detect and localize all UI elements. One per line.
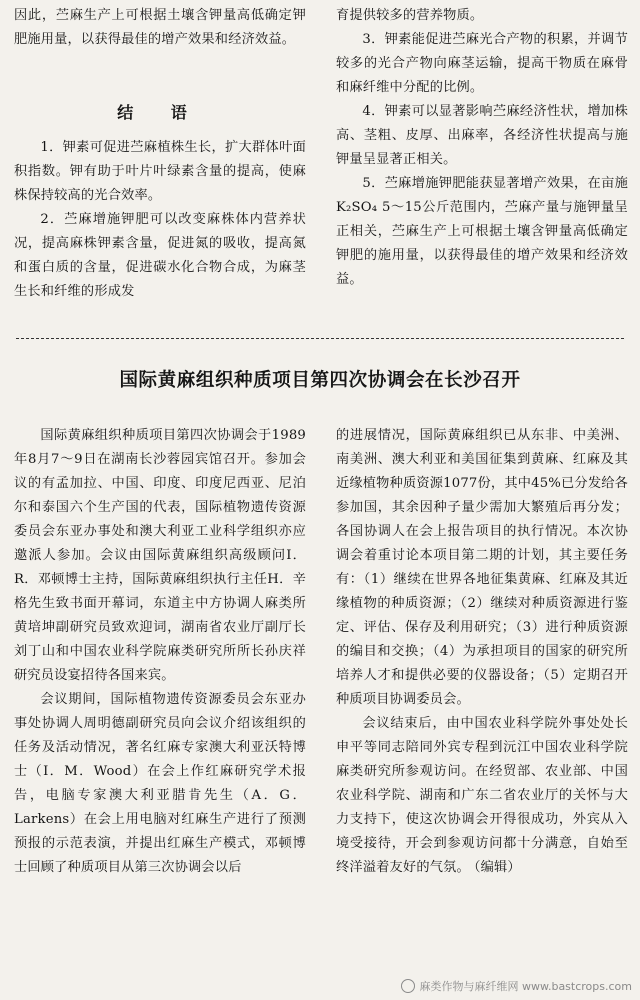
conclusion-item-2: 2．苎麻增施钾肥可以改变麻株体内营养状况，提高麻株钾素含量，促进氮的吸收，提高氮和蛋白质的含量，促进碳水化合物合成，为麻茎生长和纤维的形成发: [14, 212, 306, 299]
article-title: 国际黄麻组织种质项目第四次协调会在长沙召开: [119, 370, 521, 391]
watermark-text: 麻类作物与麻纤维网 www.bastcrops.com: [419, 980, 632, 993]
section-divider: [16, 338, 624, 339]
editor-mark: （编辑）: [473, 860, 521, 875]
conclusion-item-4: 4．钾素可以显著影响苎麻经济性状，增加株高、茎粗、皮厚、出麻率，各经济性状提高与施钾量呈显著正相关。: [336, 104, 628, 167]
article-right-column: [336, 424, 628, 880]
article-paragraph-2-continued: 的进展情况，国际黄麻组织已从东非、中美洲、南美洲、澳大利亚和美国征集到黄麻、红麻及其近缘植物种质资源1077份，其中45%已分发给各参加国，其余因种子量少需加大繁殖后再分发；各国协调人在会上报告项目的执行情况。本次协调会着重讨论本项目第二期的计划，其主要任务有：（1）继续在世界各地征集黄麻、红麻及其近缘植物的种质资源；（2）继续对种质资源进行鉴定、评估、保存及利用研究；（3）进行种质资源的编目和交换；（4）为承担项目的国家的研究所培养人才和提供必要的仪器设备；（5）定期召开种质项目协调委员会。: [336, 428, 628, 707]
prev-article-closing-paragraph: 因此，苎麻生产上可根据土壤含钾量高低确定钾肥施用量，以获得最佳的增产效果和经济效益。: [14, 8, 306, 47]
conclusions-right-column: [336, 4, 628, 292]
article-paragraph-3: [336, 712, 628, 880]
conclusion-item-1: 1．钾素可促进苎麻植株生长，扩大群体叶面积指数。钾有助于叶片叶绿素含量的提高，使麻株保持较高的光合效率。: [14, 140, 306, 203]
conclusion-heading: 结 语: [117, 103, 203, 122]
conclusion-item-5: 5．苎麻增施钾肥能获显著增产效果，在亩施K₂SO₄ 5～15公斤范围内，苎麻产量与施钾量呈正相关，苎麻生产上可根据土壤含钾量高低确定钾肥的施用量，以获得最佳的增产效果和经济效益。: [336, 176, 628, 287]
conclusion-item-2-continued: 育提供较多的营养物质。: [336, 8, 484, 23]
circle-logo-icon: [401, 979, 415, 993]
article-paragraph-1: 国际黄麻组织种质项目第四次协调会于1989年8月7～9日在湖南长沙蓉园宾馆召开。参加会议的有孟加拉、中国、印度、印度尼西亚、尼泊尔和泰国六个生产国的代表，国际植物遗传资源委员会东亚办事处和澳大利亚工业科学组织亦应邀派人参加。会议由国际黄麻组织高级顾问I．R．邓顿博士主持，国际黄麻组织执行主任H．辛格先生致书面开幕词，东道主中方协调人麻类所黄培坤副研究员致欢迎词，湖南省农业厅副厅长刘丁山和中国农业科学院麻类研究所所长孙庆祥研究员设宴招待各国来宾。: [14, 428, 306, 683]
article-left-column: [14, 424, 306, 880]
article-paragraph-3-text: 会议结束后，由中国农业科学院外事处处长申平等同志陪同外宾专程到沅江中国农业科学院麻类研究所参观访问。在经贸部、农业部、中国农业科学院、湖南和广东二省农业厅的关怀与大力支持下，使这次协调会开得很成功，外宾从入境受接待，开会到参观访问都十分满意，自始至终洋溢着友好的气氛。: [336, 716, 628, 875]
conclusion-item-3: 3．钾素能促进苎麻光合产物的积累，并调节较多的光合产物向麻茎运输，提高干物质在麻骨和麻纤维中分配的比例。: [336, 32, 628, 95]
prev-article-left-column: [14, 4, 306, 52]
site-watermark: [401, 978, 632, 994]
conclusions-left-column: [14, 136, 306, 304]
article-paragraph-2: 会议期间，国际植物遗传资源委员会东亚办事处协调人周明德副研究员向会议介绍该组织的任务及活动情况，著名红麻专家澳大利亚沃特博士（I．M．Wood）在会上作红麻研究学术报告，电脑专家澳大利亚腊肯先生（A．G．Larkens）在会上用电脑对红麻生产进行了预测预报的示范表演，并提出红麻生产模式，邓顿博士回顾了种质项目从第三次协调会以后: [14, 692, 306, 875]
